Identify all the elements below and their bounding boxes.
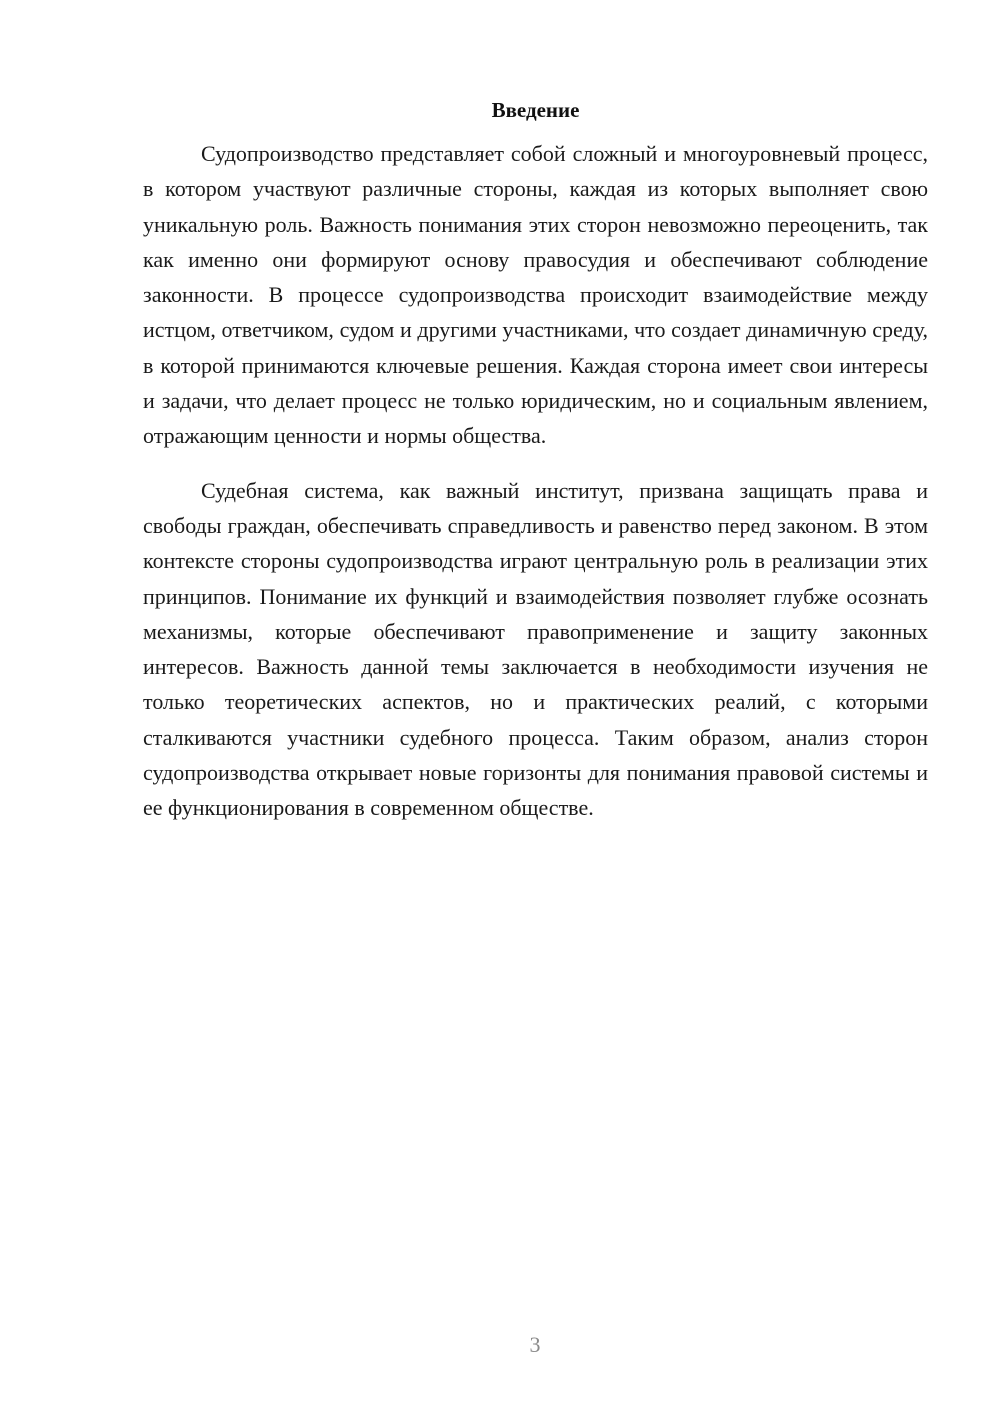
- page-content: [143, 92, 928, 826]
- body-paragraph: Судопроизводство представляет собой сложный и многоуровневый процесс, в котором участвуют различные стороны, каждая из которых выполняет свою уникальную роль. Важность понимания этих сторон невозможно переоценить, так как именно они формируют основу правосудия и обеспечивают соблюдение законности. В процессе судопроизводства происходит взаимодействие между истцом, ответчиком, судом и другими участниками, что создает динамичную среду, в которой принимаются ключевые решения. Каждая сторона имеет свои интересы и задачи, что делает процесс не только юридическим, но и социальным явлением, отражающим ценности и нормы общества.: [143, 141, 928, 449]
- page-number: 3: [529, 1332, 541, 1357]
- body-paragraph: Судебная система, как важный институт, призвана защищать права и свободы граждан, обеспечивать справедливость и равенство перед законом. В этом контексте стороны судопроизводства играют центральную роль в реализации этих принципов. Понимание их функций и взаимодействия позволяет глубже осознать механизмы, которые обеспечивают правоприменение и защиту законных интересов. Важность данной темы заключается в необходимости изучения не только теоретических аспектов, но и практических реалий, с которыми сталкиваются участники судебного процесса. Таким образом, анализ сторон судопроизводства открывает новые горизонты для понимания правовой системы и ее функционирования в современном обществе.: [143, 477, 928, 821]
- section-heading: Введение: [491, 98, 580, 122]
